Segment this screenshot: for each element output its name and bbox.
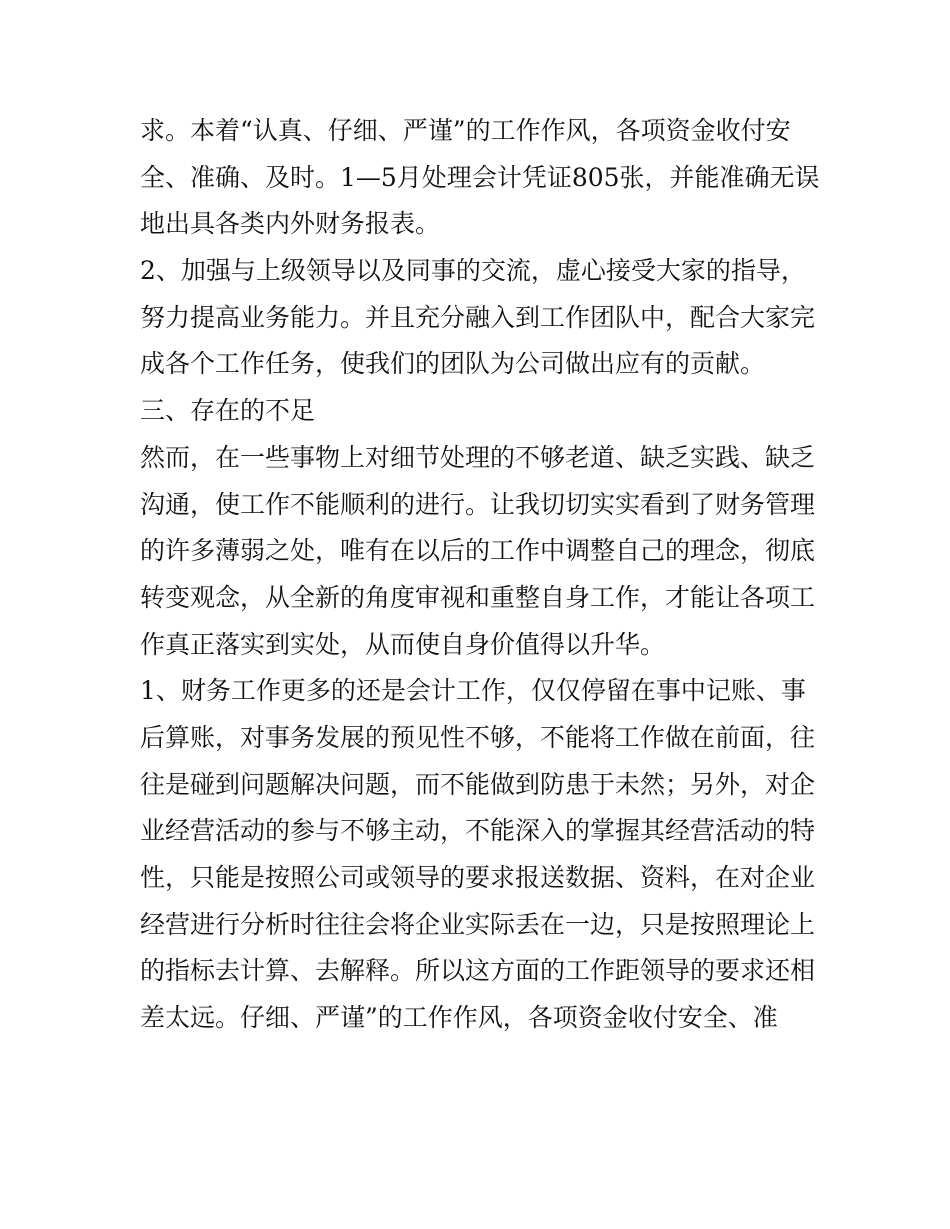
text-line: 性，只能是按照公司或领导的要求报送数据、资料，在对企业 — [140, 863, 816, 892]
text-line: 1、财务工作更多的还是会计工作，仅仅停留在事中记账、事 — [140, 676, 806, 706]
text-line: 努力提高业务能力。并且充分融入到工作团队中，配合大家完 — [140, 302, 816, 332]
text-line: 全、准确、及时。1—5月处理会计凭证805张，并能准确无误 — [140, 162, 820, 192]
section-heading: 三、存在的不足 — [140, 396, 316, 426]
text-line: 2、加强与上级领导以及同事的交流，虚心接受大家的指导， — [140, 256, 806, 286]
text-line: 然而，在一些事物上对细节处理的不够老道、缺乏实践、缺乏 — [140, 442, 816, 472]
text-line: 成各个工作任务，使我们的团队为公司做出应有的贡献。 — [140, 349, 766, 379]
text-line: 的指标去计算、去解释。所以这方面的工作距领导的要求还相 — [140, 956, 816, 986]
text-line: 差太远。仔细、严谨”的工作作风，各项资金收付安全、准 — [140, 1003, 778, 1033]
text-line: 地出具各类内外财务报表。 — [140, 209, 441, 239]
text-line: 的许多薄弱之处，唯有在以后的工作中调整自己的理念，彻底 — [140, 536, 816, 566]
text-line: 转变观念，从全新的角度审视和重整自身工作，才能让各项工 — [140, 582, 816, 612]
text-line: 业经营活动的参与不够主动，不能深入的掌握其经营活动的特 — [140, 816, 816, 846]
text-line: 沟通，使工作不能顺利的进行。让我切切实实看到了财务管理 — [140, 489, 816, 519]
text-line: 往是碰到问题解决问题，而不能做到防患于未然；另外，对企 — [140, 769, 816, 799]
text-line: 求。本着“认真、仔细、严谨”的工作作风，各项资金收付安 — [140, 116, 791, 145]
body-text — [140, 108, 820, 1042]
text-line: 作真正落实到实处，从而使自身价值得以升华。 — [140, 629, 666, 659]
text-line: 后算账，对事务发展的预见性不够，不能将工作做在前面，往 — [140, 722, 816, 752]
text-line: 经营进行分析时往往会将企业实际丢在一边，只是按照理论上 — [140, 909, 816, 939]
